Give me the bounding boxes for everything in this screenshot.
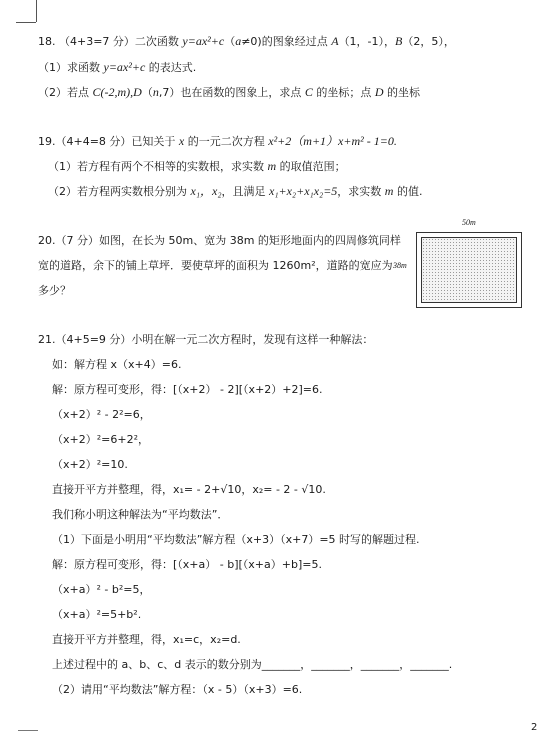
crop-mark-horizontal [16, 22, 36, 23]
q20-line-3: 多少？ [38, 284, 71, 297]
q19-part2: （2）若方程两实数根分别为 x₁，x₂，且满足 x₁+x₂+x₁x₂=5，求实数 m 的值. [48, 184, 423, 198]
q19-heading: 19.（4+4=8 分）已知关于 x 的一元二次方程 x²+2（m+1）x+m² - 1=0. [38, 134, 397, 148]
q20-line-1: 20.（7 分）如图，在长为 50m、宽为 38m 的矩形地面内的四周修筑同样 [38, 234, 401, 247]
crop-mark-vertical [36, 0, 37, 22]
q21-line-13: 上述过程中的 a、b、c、d 表示的数分别为_______，_______，_______，_______. [52, 658, 453, 671]
q21-line-10: （x+a）² - b²=5， [52, 583, 151, 596]
q21-heading: 21.（4+5=9 分）小明在解一元二次方程时，发现有这样一种解法： [38, 333, 374, 346]
q21-line-6: 直接开平方并整理，得，x₁= - 2+√10，x₂= - 2 - √10. [52, 483, 326, 496]
lawn-area [421, 237, 517, 303]
q18-part1: （1）求函数 y=ax²+c 的表达式. [38, 60, 197, 74]
figure-width-label: 38m [393, 261, 407, 270]
q20-line-2: 宽的道路，余下的铺上草坪．要使草坪的面积为 1260m²，道路的宽应为 [38, 259, 393, 272]
q18-heading: 18. （4+3=7 分）二次函数 y=ax²+c（a≠0)的图象经过点 A（1，-1），B（2，5）， [38, 34, 455, 48]
crop-mark-bottom [18, 730, 38, 731]
q21-line-2: 解：原方程可变形，得：[（x+2） - 2][（x+2）+2]=6. [52, 383, 323, 396]
page-number: 2 [531, 722, 538, 733]
q21-line-5: （x+2）²=10. [52, 458, 128, 471]
q21-line-8: （1）下面是小明用“平均数法”解方程（x+3）（x+7）=5 时写的解题过程. [52, 533, 420, 546]
q20-rectangle-figure [393, 218, 530, 312]
q19-part1: （1）若方程有两个不相等的实数根，求实数 m 的取值范围； [48, 159, 346, 173]
q18-part2: （2）若点 C(-2,m),D（n,7）也在函数的图象上，求点 C 的坐标；点 D 的坐标 [38, 85, 421, 99]
figure-length-label: 50m [462, 218, 476, 227]
q21-line-7: 我们称小明这种解法为“平均数法”． [52, 508, 229, 521]
q21-line-12: 直接开平方并整理，得，x₁=c，x₂=d. [52, 633, 241, 646]
q21-line-14: （2）请用“平均数法”解方程：（x - 5）（x+3）=6. [52, 683, 303, 696]
q21-line-9: 解：原方程可变形，得：[（x+a） - b][（x+a）+b]=5. [52, 558, 322, 571]
q21-line-1: 如：解方程 x（x+4）=6. [52, 358, 182, 371]
q21-line-11: （x+a）²=5+b². [52, 608, 142, 621]
q21-line-3: （x+2）² - 2²=6， [52, 408, 151, 421]
q21-line-4: （x+2）²=6+2²， [52, 433, 149, 446]
